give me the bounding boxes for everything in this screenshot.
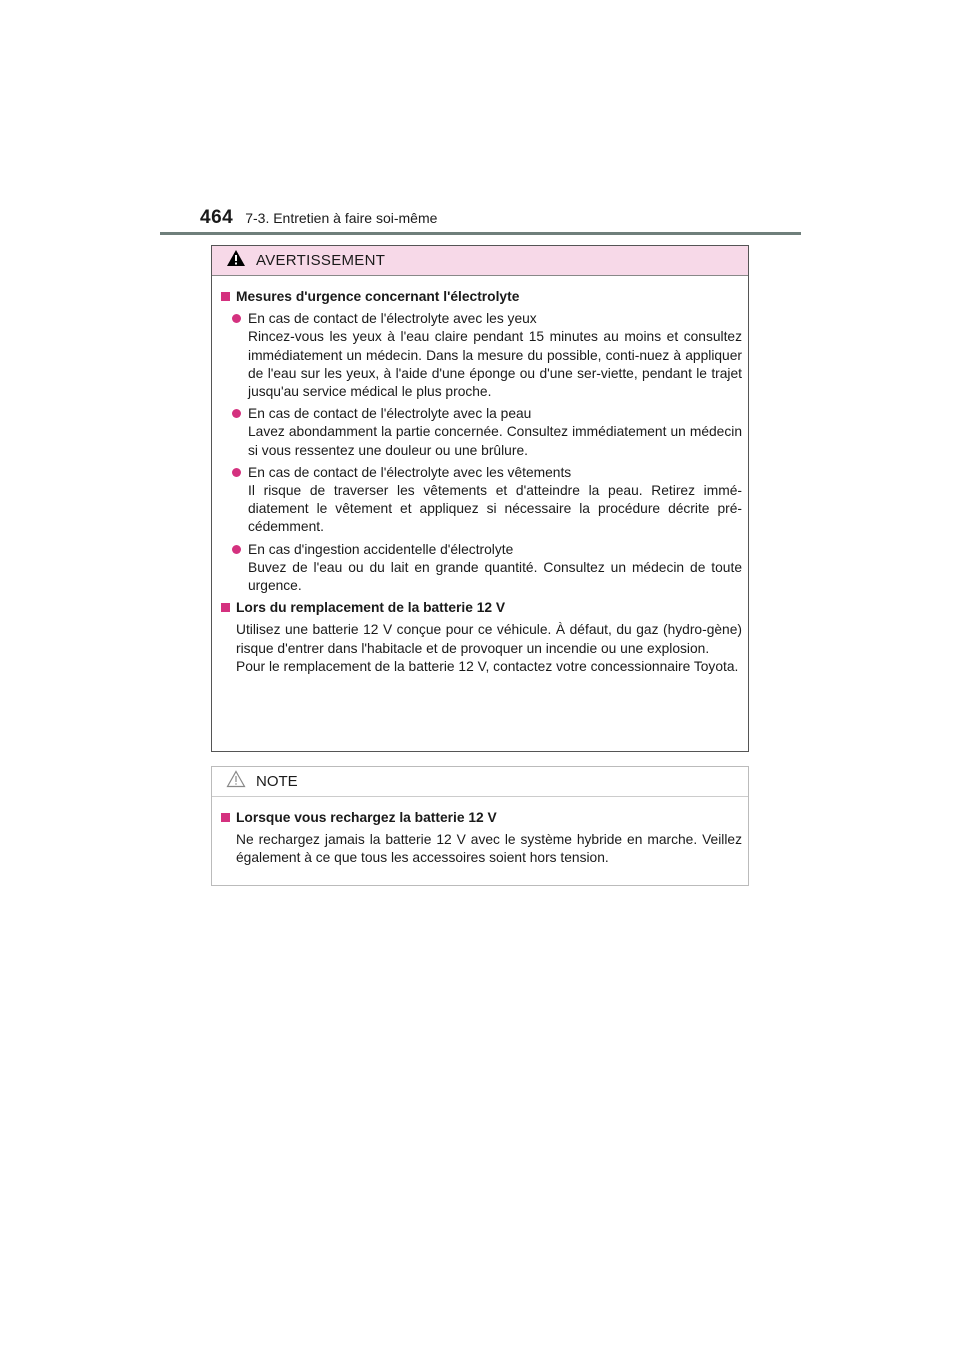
section-heading: Mesures d'urgence concernant l'électrolyte bbox=[218, 288, 742, 306]
bullet-text: Il risque de traverser les vêtements et d'atteindre la peau. Retirez immé-diatement le vêtement et appliquez si nécessaire la procédure décrite pré-cédemment. bbox=[248, 483, 742, 535]
bullet-text: Buvez de l'eau ou du lait en grande quantité. Consultez un médecin de toute urgence. bbox=[248, 559, 742, 594]
bullet-text: Rincez-vous les yeux à l'eau claire pendant 15 minutes au moins et consultez immédiatement un médecin. Dans la mesure du possible, conti-nuez à appliquer de l'eau sur les yeux, à l'aide d'une éponge ou d'une ser-viette, pendant le trajet jusqu'au service médical le plus proche. bbox=[248, 329, 742, 400]
square-bullet-icon bbox=[221, 813, 230, 822]
page-header bbox=[200, 207, 437, 229]
warning-box bbox=[211, 245, 749, 752]
warning-title: AVERTISSEMENT bbox=[256, 252, 386, 269]
section-title: 7-3. Entretien à faire soi-même bbox=[245, 210, 438, 226]
paragraph: Utilisez une batterie 12 V conçue pour ce véhicule. À défaut, du gaz (hydro-gène) risque d'entrer dans l'habitacle et de provoquer un incendie ou une explosion. bbox=[236, 622, 742, 656]
list-item bbox=[232, 541, 742, 596]
note-title: NOTE bbox=[256, 773, 298, 790]
round-bullet-icon bbox=[232, 409, 241, 418]
list-item bbox=[232, 310, 742, 401]
bullet-title: En cas d'ingestion accidentelle d'électrolyte bbox=[248, 541, 514, 557]
note-header bbox=[212, 767, 748, 797]
bullet-title: En cas de contact de l'électrolyte avec les yeux bbox=[248, 311, 537, 327]
warning-body bbox=[212, 276, 748, 676]
list-item bbox=[232, 405, 742, 460]
note-body bbox=[212, 797, 748, 868]
header-rule bbox=[160, 232, 801, 235]
note-heading: Lorsque vous rechargez la batterie 12 V bbox=[218, 809, 742, 827]
square-bullet-icon bbox=[221, 603, 230, 612]
round-bullet-icon bbox=[232, 314, 241, 323]
bullet-text: Lavez abondamment la partie concernée. Consultez immédiatement un médecin si vous ressentez une douleur ou une brûlure. bbox=[248, 424, 742, 458]
round-bullet-icon bbox=[232, 468, 241, 477]
section-heading: Lors du remplacement de la batterie 12 V bbox=[218, 599, 742, 617]
note-box bbox=[211, 766, 749, 886]
warning-header bbox=[212, 246, 748, 276]
note-text: Ne rechargez jamais la batterie 12 V avec le système hybride en marche. Veillez également à ce que tous les accessoires soient hors tension. bbox=[236, 832, 742, 866]
bullet-title: En cas de contact de l'électrolyte avec la peau bbox=[248, 406, 532, 422]
bullet-title: En cas de contact de l'électrolyte avec les vêtements bbox=[248, 464, 572, 480]
square-bullet-icon bbox=[221, 292, 230, 301]
page-number: 464 bbox=[200, 207, 234, 228]
list-item bbox=[232, 464, 742, 537]
round-bullet-icon bbox=[232, 545, 241, 554]
paragraph: Pour le remplacement de la batterie 12 V, contactez votre concessionnaire Toyota. bbox=[236, 658, 739, 674]
caution-triangle-outline-icon bbox=[226, 770, 246, 793]
warning-triangle-icon bbox=[226, 249, 246, 272]
